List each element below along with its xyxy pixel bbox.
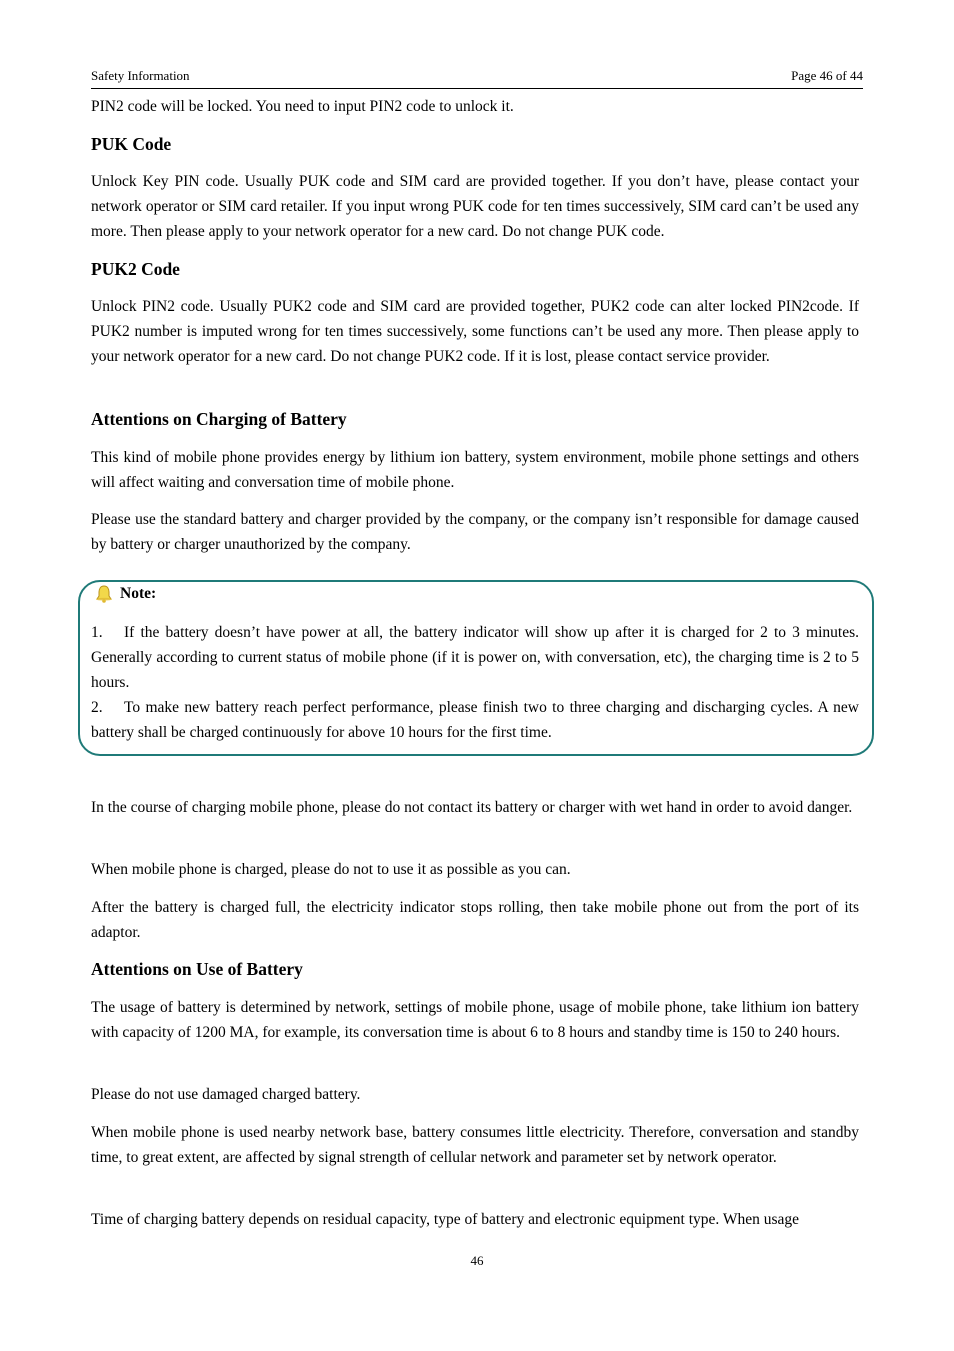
bell-icon [94,584,114,604]
note-item-1-text: If the battery doesn’t have power at all, the battery indicator will show up after it is charged for 2 to 3 minutes. Generally according to current status of mobile phone (if it is power on, with conversation, etc), the charging time is 2 to 5 hours. [91,624,859,691]
puk2-heading: PUK2 Code [91,259,180,279]
puk-heading: PUK Code [91,134,172,154]
note-item-1-number: 1. [91,624,103,641]
after-note-paragraph-2: When mobile phone is charged, please do not to use it as possible as you can. [91,861,571,878]
note-item-1 [91,620,859,695]
page-header [91,68,863,89]
note-label: Note: [120,585,157,602]
charging-paragraph-1: This kind of mobile phone provides energy by lithium ion battery, system environment, mobile phone settings and others will affect waiting and conversation time of mobile phone. [91,449,859,491]
use-paragraph-4: Time of charging battery depends on residual capacity, type of battery and electronic equipment type. When usage [91,1211,800,1228]
use-paragraph-1: The usage of battery is determined by network, settings of mobile phone, usage of mobile phone, take lithium ion battery with capacity of 1200 MA, for example, its conversation time is about 6 to 8 hours and standby time is 150 to 240 hours. [91,999,859,1041]
use-heading: Attentions on Use of Battery [91,959,303,979]
page-number: 46 [470,1253,484,1268]
use-paragraph-3: When mobile phone is used nearby network base, battery consumes little electricity. Therefore, conversation and standby time, to great extent, are affected by signal strength of cellular network and parameter set by network operator. [91,1124,859,1166]
note-item-2 [91,695,859,745]
note-item-2-number: 2. [91,699,103,716]
note-item-2-text: To make new battery reach perfect performance, please finish two to three charging and discharging cycles. A new battery shall be charged continuously for above 10 hours for the first time. [91,699,859,741]
note-header [94,584,156,604]
header-section-title: Safety Information [91,68,190,83]
charging-paragraph-2: Please use the standard battery and charger provided by the company, or the company isn’t responsible for damage caused by battery or charger unauthorized by the company. [91,511,859,553]
puk2-paragraph: Unlock PIN2 code. Usually PUK2 code and SIM card are provided together, PUK2 code can alter locked PIN2code. If PUK2 number is imputed wrong for ten times successively, some functions can’t be used any more. Then please apply to your network operator for a new card. Do not change PUK2 code. If it is lost, please contact service provider. [91,298,859,365]
header-page-indicator: Page 46 of 44 [791,68,863,83]
after-note-paragraph-1: In the course of charging mobile phone, please do not contact its battery or charger with wet hand in order to avoid danger. [91,799,853,816]
puk-paragraph: Unlock Key PIN code. Usually PUK code and SIM card are provided together. If you don’t have, please contact your network operator or SIM card retailer. If you input wrong PUK code for ten times successively, SIM card can’t be used any more. Then please apply to your network operator for a new card. Do not change PUK code. [91,173,859,240]
intro-paragraph: PIN2 code will be locked. You need to input PIN2 code to unlock it. [91,98,514,115]
charging-heading: Attentions on Charging of Battery [91,409,347,429]
use-paragraph-2: Please do not use damaged charged battery. [91,1086,361,1103]
after-note-paragraph-3: After the battery is charged full, the electricity indicator stops rolling, then take mobile phone out from the port of its adaptor. [91,899,859,941]
